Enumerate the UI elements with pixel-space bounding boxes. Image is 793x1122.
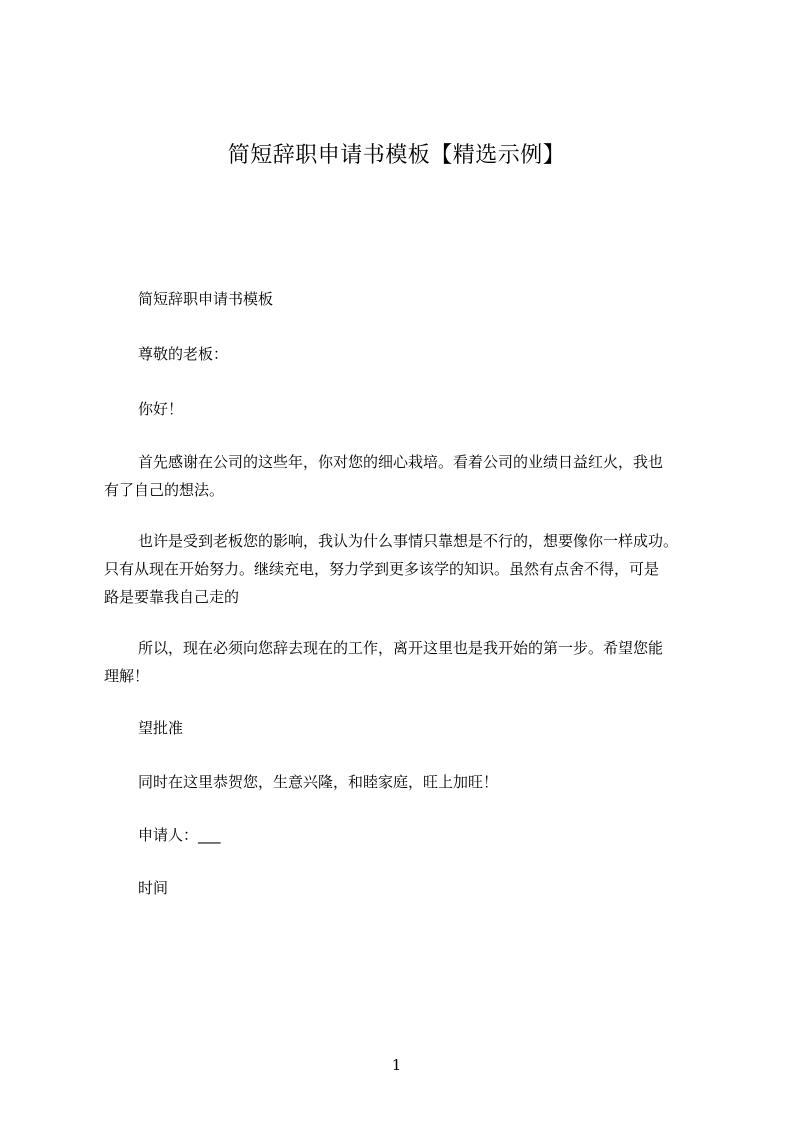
page-number: 1 [391,1056,402,1074]
paragraph-thanks [104,448,704,504]
paragraph-line: 有了自己的想法。 [104,481,225,499]
paragraph-line: 首先感谢在公司的这些年，你对您的细心栽培。看着公司的业绩日益红火，我也 [138,453,664,471]
paragraph-heading [104,285,704,313]
paragraph-applicant [104,821,704,849]
paragraph-date [104,874,704,902]
paragraph-line: 同时在这里恭贺您，生意兴隆，和睦家庭，旺上加旺！ [138,773,499,791]
paragraph-line: 所以，现在必须向您辞去现在的工作，离开这里也是我开始的第一步。希望您能 [138,639,664,657]
paragraph-line: 理解！ [104,667,150,685]
paragraph-line: 简短辞职申请书模板 [138,290,274,308]
paragraph-line: 时间 [138,879,169,897]
paragraph-greeting [104,395,704,423]
paragraph-resignation [104,634,704,690]
paragraph-wishes [104,768,704,796]
paragraph-line: 申请人：___ [138,826,221,844]
paragraph-line: 尊敬的老板： [138,345,229,363]
paragraph-line: 只有从现在开始努力。继续充电，努力学到更多该学的知识。虽然有点舍不得，可是 [104,560,660,578]
paragraph-line: 望批准 [138,719,184,737]
paragraph-approval [104,714,704,742]
paragraph-line: 也许是受到老板您的影响，我认为什么事情只靠想是不行的，想要像你一样成功。 [138,532,679,550]
document-title: 简短辞职申请书模板【精选示例】 [227,143,566,168]
paragraph-reason [104,527,704,611]
paragraph-line: 你好！ [138,400,184,418]
paragraph-line: 路是要靠我自己走的 [104,588,240,606]
paragraph-salutation [104,340,704,368]
